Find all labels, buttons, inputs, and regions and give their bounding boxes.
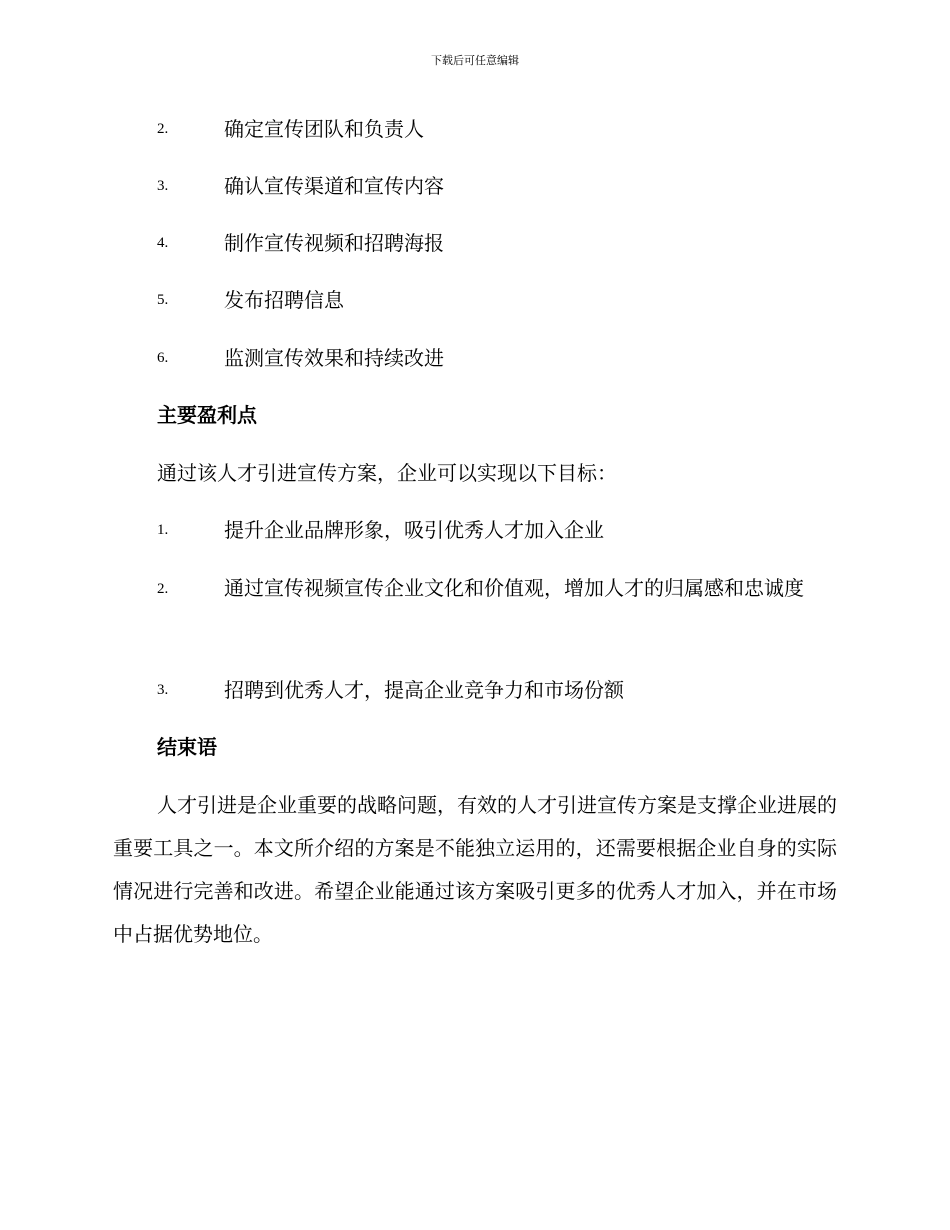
profit-text: 通过宣传视频宣传企业文化和价值观，增加人才的归属感和忠诚度 (224, 576, 804, 600)
profit-item (157, 675, 837, 705)
step-number: 2. (157, 121, 169, 137)
step-number: 3. (157, 178, 169, 194)
step-number: 5. (157, 292, 169, 308)
profit-intro: 通过该人才引进宣传方案，企业可以实现以下目标： (157, 461, 617, 485)
profit-text: 招聘到优秀人才，提高企业竞争力和市场份额 (224, 678, 624, 702)
profit-number: 2. (157, 581, 169, 597)
step-item (157, 228, 837, 258)
step-item (157, 171, 837, 201)
profit-heading: 主要盈利点 (157, 403, 257, 427)
profit-number: 3. (157, 682, 169, 698)
step-number: 6. (157, 350, 169, 366)
step-number: 4. (157, 235, 169, 251)
conclusion-heading: 结束语 (157, 735, 217, 759)
profit-number: 1. (157, 522, 169, 538)
header-note: 下载后可任意编辑 (431, 54, 519, 67)
profit-item (113, 567, 837, 610)
conclusion-body: 人才引进是企业重要的战略问题，有效的人才引进宣传方案是支撑企业进展的重要工具之一。本文所介绍的方案是不能独立运用的，还需要根据企业自身的实际情况进行完善和改进。希望企业能通过该方案吸引更多的优秀人才加入，并在市场中占据优势地位。 (113, 793, 837, 946)
step-text: 发布招聘信息 (224, 288, 344, 312)
step-item (157, 114, 837, 144)
profit-item (157, 515, 837, 545)
step-text: 监测宣传效果和持续改进 (224, 346, 444, 370)
step-item (157, 285, 837, 315)
step-text: 制作宣传视频和招聘海报 (224, 231, 444, 255)
step-text: 确认宣传渠道和宣传内容 (224, 174, 444, 198)
step-text: 确定宣传团队和负责人 (224, 117, 424, 141)
step-item (157, 343, 837, 373)
profit-text: 提升企业品牌形象，吸引优秀人才加入企业 (224, 518, 604, 542)
